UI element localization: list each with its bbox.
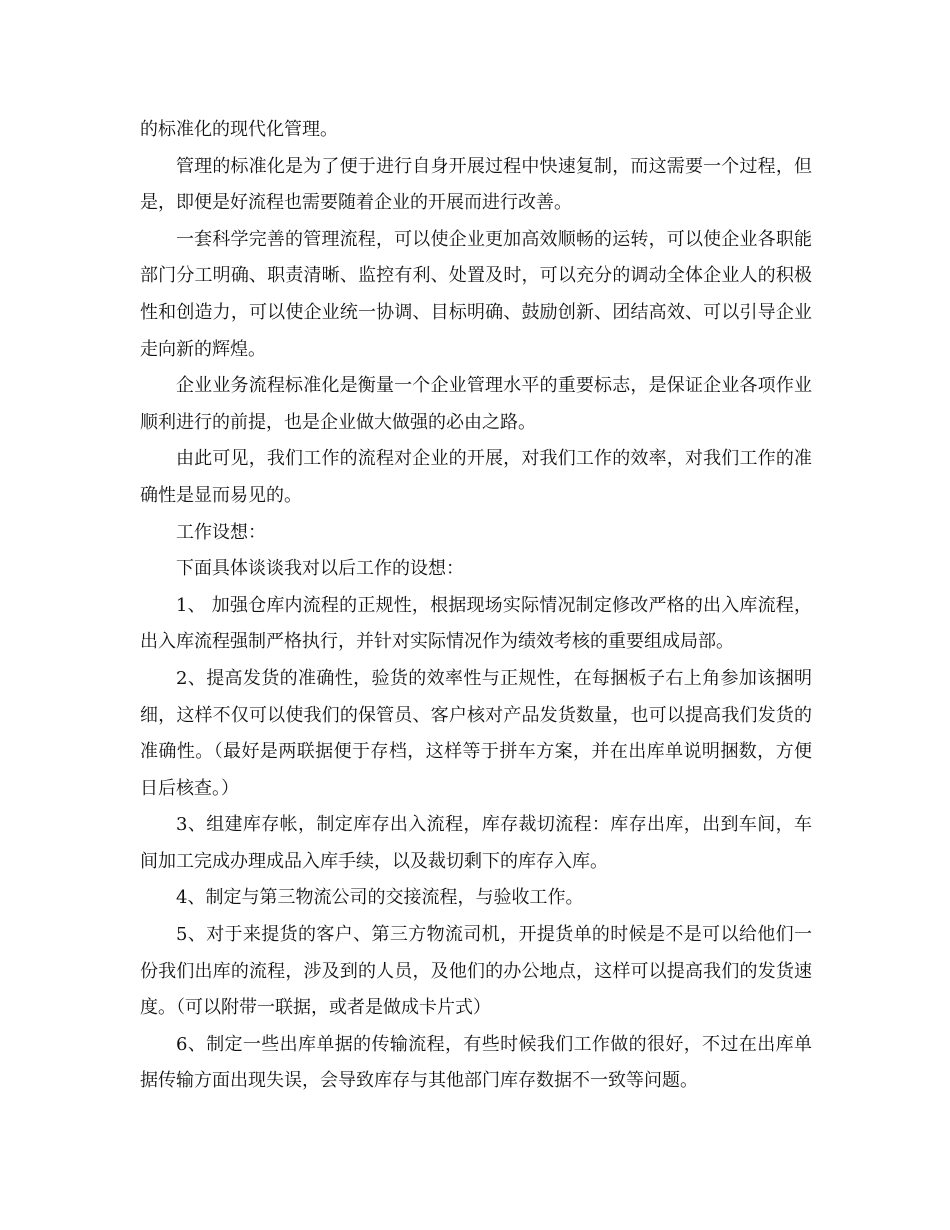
list-item-2: 2、提高发货的准确性，验货的效率性与正规性，在每捆板子右上角参加该捆明细，这样不仅可以使我们的保管员、客户核对产品发货数量，也可以提高我们发货的准确性。（最好是两联据便于存档，这样等于拼车方案，并在出库单说明捆数，方便日后核查。） — [140, 667, 812, 799]
paragraph-management-process: 一套科学完善的管理流程，可以使企业更加高效顺畅的运转，可以使企业各职能部门分工明确、职责清晰、监控有利、处置及时，可以充分的调动全体企业人的积极性和创造力，可以使企业统一协调、目标明确、鼓励创新、团结高效、可以引导企业走向新的辉煌。 — [140, 228, 812, 360]
list-item-5: 5、对于来提货的客户、第三方物流司机，开提货单的时候是不是可以给他们一份我们出库的流程，涉及到的人员，及他们的办公地点，这样可以提高我们的发货速度。（可以附带一联据，或者是做成卡片式） — [140, 924, 812, 1019]
list-item-1: 1、 加强仓库内流程的正规性，根据现场实际情况制定修改严格的出入库流程，出入库流程强制严格执行，并针对实际情况作为绩效考核的重要组成局部。 — [140, 594, 812, 653]
document-body — [140, 112, 812, 1100]
paragraph-business-process: 企业业务流程标准化是衡量一个企业管理水平的重要标志，是保证企业各项作业顺利进行的前提，也是企业做大做强的必由之路。 — [140, 375, 812, 433]
section-heading-work-plan: 工作设想： — [176, 521, 266, 543]
paragraph-continuation: 的标准化的现代化管理。 — [140, 119, 338, 140]
paragraph-plan-intro: 下面具体谈谈我对以后工作的设想： — [176, 558, 464, 580]
list-item-4: 4、制定与第三物流公司的交接流程，与验收工作。 — [176, 887, 584, 909]
list-item-6: 6、制定一些出库单据的传输流程，有些时候我们工作做的很好，不过在出库单据传输方面出现失误，会导致库存与其他部门库存数据不一致等问题。 — [140, 1033, 812, 1092]
paragraph-standardization: 管理的标准化是为了便于进行自身开展过程中快速复制，而这需要一个过程，但是，即便是好流程也需要随着企业的开展而进行改善。 — [140, 155, 812, 214]
list-item-3: 3、组建库存帐，制定库存出入流程，库存裁切流程：库存出库，出到车间，车间加工完成办理成品入库手续，以及裁切剩下的库存入库。 — [140, 814, 812, 872]
paragraph-conclusion: 由此可见，我们工作的流程对企业的开展，对我们工作的效率，对我们工作的准确性是显而易见的。 — [140, 448, 812, 506]
